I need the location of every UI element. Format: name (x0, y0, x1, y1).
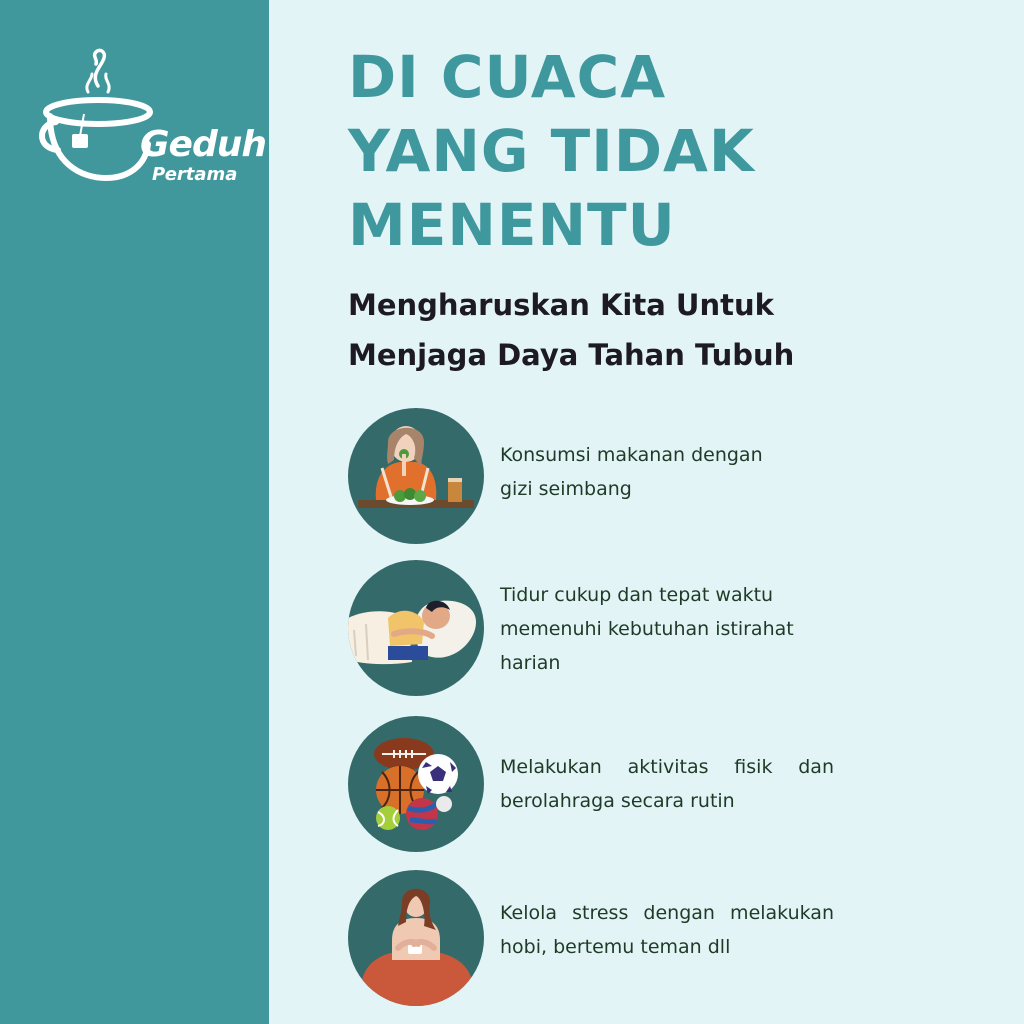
item-text-line: Konsumsi makanan dengan (500, 444, 763, 466)
sports-balls-icon (348, 716, 484, 852)
item-text-line: Tidur cukup dan tepat waktu (500, 584, 774, 606)
subtitle-line: Mengharuskan Kita Untuk (348, 288, 774, 322)
item-description (500, 896, 834, 964)
brand-logo (36, 44, 266, 189)
title-line: YANG TIDAK (348, 117, 755, 185)
brand-name: Geduh (140, 124, 266, 165)
item-text-line: gizi seimbang (500, 478, 632, 500)
relaxing-person-icon (348, 870, 484, 1006)
item-description (500, 578, 834, 680)
item-text-line: hobi, bertemu teman dll (500, 936, 731, 958)
item-description (500, 750, 834, 818)
title-line: DI CUACA (348, 43, 667, 111)
item-illustration (348, 560, 484, 696)
item-illustration (348, 870, 484, 1006)
brand-subtitle: Pertama (152, 164, 238, 185)
page-title (348, 40, 988, 262)
sidebar-panel (0, 0, 269, 1024)
item-text-line: Kelola stress dengan melakukan (500, 902, 834, 924)
eating-salad-icon (348, 408, 484, 544)
sleeping-person-icon (348, 560, 484, 696)
item-illustration (348, 716, 484, 852)
subtitle-line: Menjaga Daya Tahan Tubuh (348, 338, 795, 372)
title-line: MENENTU (348, 191, 676, 259)
item-text-line: harian (500, 652, 561, 674)
item-text-line: memenuhi kebutuhan istirahat (500, 618, 794, 640)
item-description (500, 438, 834, 506)
item-illustration (348, 408, 484, 544)
item-text-line: Melakukan aktivitas fisik dan (500, 756, 834, 778)
item-text-line: berolahraga secara rutin (500, 790, 735, 812)
page-subtitle (348, 280, 988, 380)
